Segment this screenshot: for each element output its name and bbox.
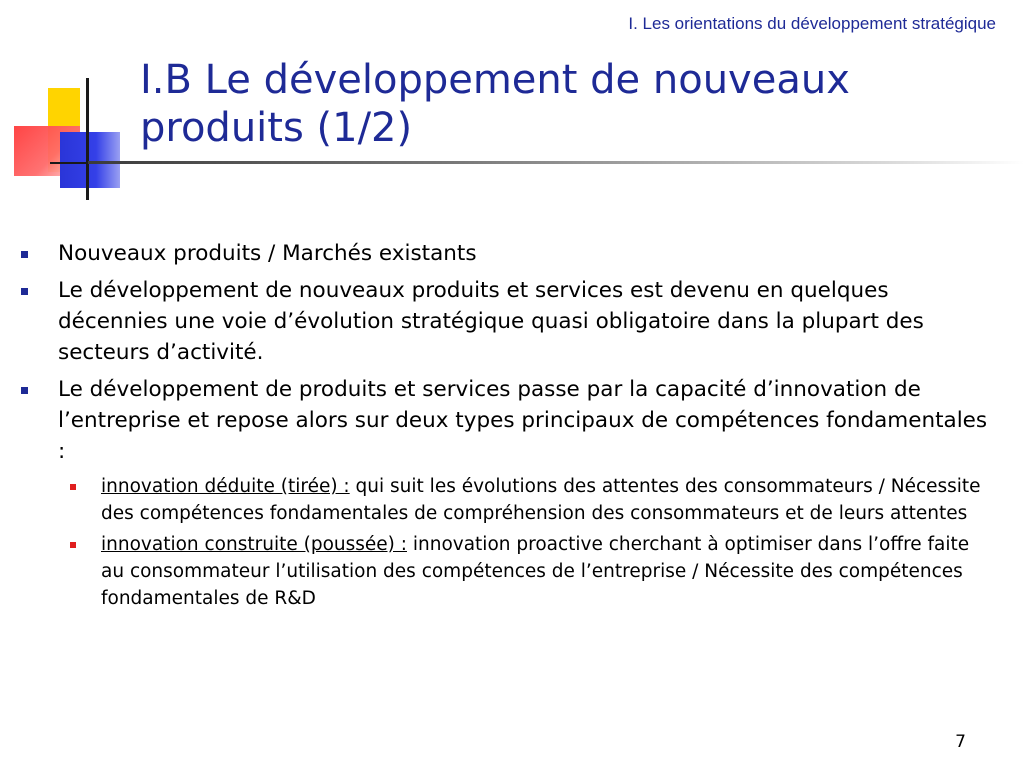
slide-content	[0, 238, 1024, 616]
sub-bullet-item	[0, 531, 998, 612]
blue-square	[60, 132, 120, 188]
bullet-item	[0, 275, 998, 368]
slide-title-line-2: produits (1/2)	[140, 105, 413, 151]
sub-bullet-item	[0, 473, 998, 527]
red-square-bullet-icon	[70, 542, 76, 548]
slide-title-line-1: I.B Le développement de nouveaux	[140, 57, 850, 103]
bullet-text: Nouveaux produits / Marchés existants	[58, 241, 477, 266]
section-header: I. Les orientations du développement stratégique	[628, 14, 996, 33]
bullet-text: Le développement de nouveaux produits et services est devenu en quelques décennies une voie d’évolution stratégique quasi obligatoire dans la plupart des secteurs d’activité.	[58, 278, 924, 365]
red-square-bullet-icon	[70, 484, 76, 490]
square-bullet-icon	[21, 387, 28, 394]
page-number: 7	[955, 732, 966, 752]
bullet-item	[0, 238, 998, 269]
square-bullet-icon	[21, 251, 28, 258]
title-divider	[88, 161, 1024, 164]
vertical-line	[86, 78, 89, 200]
sub-bullet-term: innovation déduite (tirée) :	[101, 476, 350, 497]
sub-bullet-term: innovation construite (poussée) :	[101, 534, 407, 555]
bullet-text: Le développement de produits et services passe par la capacité d’innovation de l’entreprise et repose alors sur deux types principaux de compétences fondamentales :	[58, 377, 988, 464]
sub-bullet-text: qui suit les évolutions des attentes des consommateurs / Nécessite des compétences fondamentales de compréhension des consommateurs et de leurs attentes	[101, 476, 981, 524]
sub-bullet-text: innovation proactive cherchant à optimiser dans l’offre faite au consommateur l’utilisation des compétences de l’entreprise / Nécessite des compétences fondamentales de R&D	[101, 534, 970, 609]
square-bullet-icon	[21, 288, 28, 295]
slide-title	[140, 56, 900, 152]
bullet-item	[0, 374, 998, 467]
decorative-logo-graphic	[0, 70, 150, 200]
